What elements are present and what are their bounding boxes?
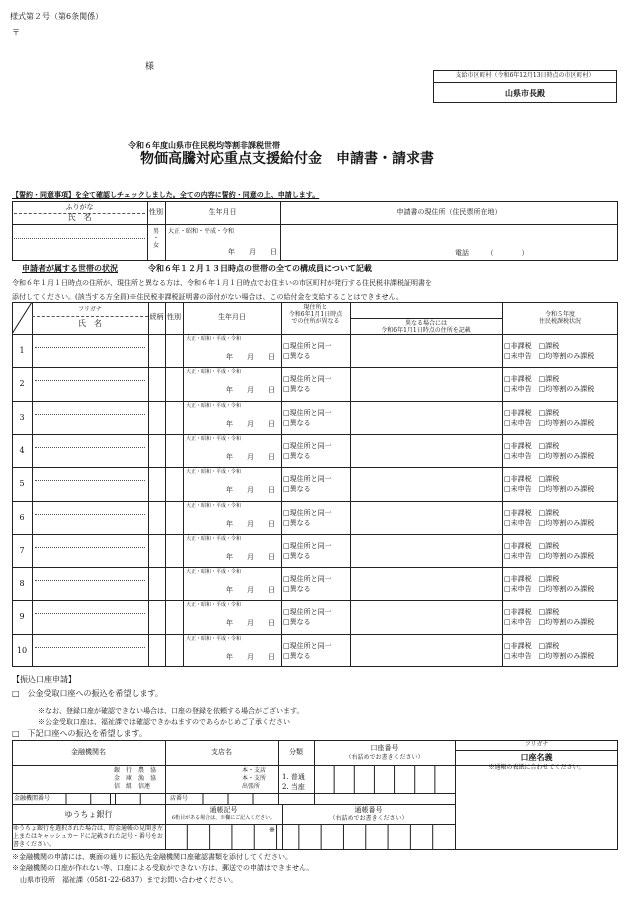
member-addr-diff[interactable]: □異なる (283, 551, 311, 560)
member-era-options: 大正・昭和・平成・令和 (186, 336, 242, 342)
member-tax-status-1[interactable]: □非課税 □課税 (504, 541, 560, 550)
member-name-field[interactable] (33, 435, 147, 466)
household-name-label: 氏 名 (78, 319, 102, 328)
member-addr-same[interactable]: □現住所と同一 (283, 408, 332, 417)
household-heading-note: 令和６年１２月１３日時点の世帯の全ての構成員について記載 (148, 263, 372, 273)
member-tax-status-1[interactable]: □非課税 □課税 (504, 475, 560, 484)
member-era-options: 大正・昭和・平成・令和 (186, 469, 242, 476)
member-prev-address-field[interactable] (351, 601, 501, 632)
subtitle: 令和６年度山県市住民税均等割非課税世帯 (128, 140, 280, 150)
row-number: 10 (16, 645, 28, 655)
agreement-text: を全て確認しチェックしました。全ての内容に誓約・同意の上、申請します。 (75, 190, 320, 199)
applicant-birth-ymd: 年 月 日 (228, 248, 277, 256)
footer-note-1: ※金融機関の申請には、裏面の通りに振込先金融機関口座確認書類を添付してください。 (12, 853, 292, 861)
member-name-field[interactable] (33, 402, 147, 433)
member-prev-address-field[interactable] (351, 502, 501, 533)
member-relation-field[interactable] (149, 468, 164, 499)
member-prev-address-field[interactable] (351, 402, 501, 433)
applicant-sex-label: 性別 (149, 208, 163, 216)
account-type-options: 1. 普通 2. 当座 (282, 773, 305, 791)
member-addr-diff[interactable]: □異なる (283, 585, 311, 594)
row-number: 6 (19, 512, 25, 522)
member-prev-address-field[interactable] (351, 535, 501, 566)
household-note-2: 添付してください。(該当する方全員)※住民税非課税証明書の添付がない場合は、この給付金を支給することはできません。 (12, 293, 403, 301)
member-relation-field[interactable] (149, 535, 164, 566)
applicant-name-label: 氏 名 (67, 213, 92, 222)
applicant-furigana-label: ふりがな (65, 203, 94, 211)
member-name-field[interactable] (33, 535, 147, 566)
member-prev-address-field[interactable] (351, 435, 501, 466)
bank-option-account[interactable]: □ 下記口座への振込を希望します。 (12, 729, 147, 738)
member-birth-ymd: 年 月 日 (226, 552, 275, 561)
member-addr-same[interactable]: □現住所と同一 (283, 342, 332, 350)
member-birth-ymd: 年 月 日 (226, 619, 275, 628)
member-era-options: 大正・昭和・平成・令和 (186, 369, 242, 376)
footer-contact: 山県市役所 福祉課（0581-22-6837）までお問い合わせください。 (20, 876, 238, 884)
holder-name-field[interactable] (456, 776, 617, 849)
member-tax-status-1[interactable]: □非課税 □課税 (504, 575, 560, 584)
row-number: 5 (19, 479, 25, 489)
member-birth-ymd: 年 月 日 (226, 386, 275, 395)
member-sex-field[interactable] (166, 535, 182, 566)
member-birth-ymd: 年 月 日 (226, 586, 275, 595)
member-name-field[interactable] (33, 468, 147, 499)
member-era-options: 大正・昭和・平成・令和 (186, 435, 242, 442)
household-addr-label: 現住所と 令和6年1月1日時点 での住所が異なる (288, 304, 343, 325)
passbook-number-label: 通帳番号 (354, 806, 383, 814)
form-number: 様式第２号（第6条関係） (10, 12, 104, 21)
passbook-number-note: （右詰めでお書きください） (329, 815, 408, 822)
member-prev-address-field[interactable] (351, 468, 501, 499)
passbook-digit-grid (165, 824, 455, 850)
applicant-address-field[interactable] (281, 225, 617, 245)
member-addr-same[interactable]: □現住所と同一 (283, 541, 332, 550)
applicant-era-options: 大正・昭和・平成・令和 (168, 228, 235, 235)
bank-name-field[interactable] (12, 766, 112, 792)
member-addr-same[interactable]: □現住所と同一 (283, 375, 332, 384)
member-sex-field[interactable] (166, 335, 182, 366)
member-tax-status-1[interactable]: □非課税 □課税 (504, 441, 560, 450)
member-sex-field[interactable] (166, 635, 182, 666)
household-heading: 申請者が属する世帯の状況 (22, 263, 118, 273)
member-tax-status-1[interactable]: □非課税 □課税 (504, 408, 560, 417)
member-tax-status-2[interactable]: □未申告 □均等割のみ課税 (504, 651, 595, 660)
member-tax-status-2[interactable]: □未申告 □均等割のみ課税 (504, 518, 595, 527)
issuer-box-header: 支給市区町村（令和6年12月13日時点の市区町村） (455, 72, 595, 79)
holder-name-label: 口座名義 (520, 752, 553, 762)
applicant-name-field[interactable] (12, 225, 147, 261)
member-tax-status-1[interactable]: □非課税 □課税 (504, 508, 560, 517)
member-name-field[interactable] (33, 368, 147, 399)
member-tax-status-1[interactable]: □非課税 □課税 (504, 641, 560, 650)
yucho-label: ゆうちょ銀行 (64, 810, 113, 819)
row-number: 1 (19, 346, 25, 355)
member-addr-diff[interactable]: □異なる (283, 352, 311, 360)
member-era-options: 大正・昭和・平成・令和 (186, 602, 242, 609)
member-name-field[interactable] (33, 335, 147, 366)
household-birth-label: 生年月日 (218, 313, 246, 321)
row-number: 2 (19, 379, 25, 389)
member-birth-ymd: 年 月 日 (226, 519, 275, 528)
member-tax-status-2[interactable]: □未申告 □均等割のみ課税 (504, 385, 595, 394)
member-prev-address-field[interactable] (351, 335, 501, 366)
member-birth-ymd: 年 月 日 (226, 486, 275, 495)
member-addr-same[interactable]: □現住所と同一 (283, 608, 332, 617)
member-relation-field[interactable] (149, 335, 164, 366)
member-addr-same[interactable]: □現住所と同一 (283, 508, 332, 517)
member-tax-status-2[interactable]: □未申告 □均等割のみ課税 (504, 451, 595, 460)
member-tax-status-2[interactable]: □未申告 □均等割のみ課税 (504, 551, 595, 560)
issuer-name: 山県市長殿 (505, 88, 545, 98)
member-addr-diff[interactable]: □異なる (283, 451, 311, 460)
member-prev-address-field[interactable] (351, 635, 501, 666)
member-prev-address-field[interactable] (351, 368, 501, 399)
applicant-address-label: 申請書の現住所（住民票所在地） (396, 208, 502, 216)
member-tax-status-1[interactable]: □非課税 □課税 (504, 375, 560, 384)
agreement-prefix: 【誓約・同意事項】 (12, 190, 75, 199)
member-sex-field[interactable] (166, 402, 182, 433)
branch-code-label: 店番号 (170, 795, 189, 802)
holder-name-note: ※通帳の表紙に合わせてください。 (488, 764, 585, 771)
row-number: 7 (19, 545, 25, 555)
row-number: 4 (19, 445, 25, 455)
member-name-field[interactable] (33, 568, 147, 599)
bank-option-public[interactable]: □ 公金受取口座への振込を希望します。 (12, 689, 163, 698)
member-name-field[interactable] (33, 635, 147, 666)
member-tax-status-1[interactable]: □非課税 □課税 (504, 608, 560, 617)
member-addr-diff[interactable]: □異なる (283, 385, 311, 394)
member-sex-field[interactable] (166, 468, 182, 499)
sama-label: 様 (145, 62, 155, 72)
member-era-options: 大正・昭和・平成・令和 (186, 535, 242, 542)
household-diff-label: 異なる場合には 令和6年1月1日時点の住所を記載 (381, 320, 471, 334)
member-sex-field[interactable] (166, 435, 182, 466)
account-number-note: （右詰めでお書きください） (345, 754, 424, 761)
member-name-field[interactable] (33, 601, 147, 632)
member-tax-status-2[interactable]: □未申告 □均等割のみ課税 (504, 418, 595, 427)
member-prev-address-field[interactable] (351, 568, 501, 599)
member-era-options: 大正・昭和・平成・令和 (186, 402, 242, 409)
member-era-options: 大正・昭和・平成・令和 (186, 569, 242, 576)
member-relation-field[interactable] (149, 368, 164, 399)
member-birth-ymd: 年 月 日 (226, 419, 275, 428)
member-birth-ymd: 年 月 日 (226, 652, 275, 661)
footer-note-2: ※金融機関の口座が作れない等、口座による受取ができない方は、郵送での申請はできません。 (12, 864, 314, 872)
bank-type-options: 銀 行 農 協 金 庫 漁 協 信 組 信連 (114, 767, 157, 790)
postal-mark: 〒 (12, 28, 20, 37)
member-addr-diff[interactable]: □異なる (283, 651, 311, 660)
member-addr-same[interactable]: □現住所と同一 (283, 475, 332, 484)
member-addr-diff[interactable]: □異なる (283, 485, 311, 494)
applicant-birth-label: 生年月日 (208, 208, 237, 216)
member-tax-status-1[interactable]: □非課税 □課税 (504, 342, 560, 350)
yucho-note: ゆうちょ銀行を選択された場合は、貯金通帳の見開き左上またはキャッシュカードに記載された記号・番号をお書きください。 (13, 825, 164, 848)
member-sex-field[interactable] (166, 601, 182, 632)
member-addr-same[interactable]: □現住所と同一 (283, 641, 332, 650)
agreement-line (12, 191, 319, 199)
member-name-field[interactable] (33, 502, 147, 533)
asterisk-field: ※ (269, 826, 275, 834)
member-relation-field[interactable] (149, 402, 164, 433)
member-addr-diff[interactable]: □異なる (283, 518, 311, 527)
member-addr-diff[interactable]: □異なる (283, 418, 311, 427)
row-number: 9 (19, 612, 25, 622)
bank-name-label: 金融機関名 (71, 748, 106, 756)
member-addr-same[interactable]: □現住所と同一 (283, 575, 332, 584)
member-relation-field[interactable] (149, 635, 164, 666)
household-relation-label: 続柄 (149, 313, 164, 321)
member-tax-status-2[interactable]: □未申告 □均等割のみ課税 (504, 485, 595, 494)
member-relation-field[interactable] (149, 568, 164, 599)
member-tax-status-2[interactable]: □未申告 □均等割のみ課税 (504, 585, 595, 594)
household-tax-label: 令和５年度 住民税課税状況 (538, 311, 581, 325)
member-relation-field[interactable] (149, 601, 164, 632)
member-tax-status-2[interactable]: □未申告 □均等割のみ課税 (504, 352, 595, 360)
branch-name-field[interactable] (166, 766, 240, 792)
household-sex-label: 性別 (167, 313, 181, 321)
member-addr-diff[interactable]: □異なる (283, 618, 311, 627)
member-era-options: 大正・昭和・平成・令和 (186, 502, 242, 509)
member-sex-field[interactable] (166, 568, 182, 599)
passbook-code-note: 6桁目がある場合は、※欄にご記入ください。 (171, 815, 276, 821)
applicant-phone: 電話 （ ） (455, 249, 529, 257)
passbook-code-label: 通帳記号 (209, 806, 238, 814)
member-sex-field[interactable] (166, 368, 182, 399)
bank-heading: 【振込口座申請】 (12, 675, 76, 684)
holder-furigana-label: フリガナ (524, 741, 549, 748)
header-diagonal-line (12, 302, 32, 334)
member-era-options: 大正・昭和・平成・令和 (186, 635, 242, 642)
applicant-phone-field[interactable] (540, 247, 580, 259)
branch-type-options: 本・支店 本・支所 出張所 (242, 767, 267, 790)
bank-option-public-note-1: ※なお、登録口座が確認できない場合は、口座の登録を依頼する場合がございます。 (38, 707, 304, 715)
member-tax-status-2[interactable]: □未申告 □均等割のみ課税 (504, 618, 595, 627)
member-relation-field[interactable] (149, 502, 164, 533)
row-number: 8 (19, 579, 25, 589)
account-type-label: 分類 (289, 748, 303, 756)
household-furigana-label: フリガナ (78, 306, 102, 313)
branch-name-label: 支店名 (211, 748, 232, 756)
member-addr-same[interactable]: □現住所と同一 (283, 441, 332, 450)
member-birth-ymd: 年 月 日 (226, 353, 275, 361)
applicant-sex-options: 男 ・ 女 (152, 228, 159, 249)
page-title: 物価高騰対応重点支援給付金 申請書・請求書 (140, 151, 434, 167)
member-relation-field[interactable] (149, 435, 164, 466)
account-number-label: 口座番号 (370, 744, 399, 752)
row-number: 3 (19, 412, 25, 422)
member-sex-field[interactable] (166, 502, 182, 533)
household-note-1: 令和６年１月１日時点の住所が、現住所と異なる方は、令和６年１月１日時点でお住まいの市区町村が発行する住民税非課税証明書を (12, 279, 432, 287)
account-digit-grid (314, 765, 455, 793)
member-birth-ymd: 年 月 日 (226, 452, 275, 461)
bank-code-label: 金融機関番号 (14, 795, 51, 802)
bank-option-public-note-2: ※公金受取口座は、福祉課では確認できかねますのであらかじめご了承ください (38, 718, 290, 726)
